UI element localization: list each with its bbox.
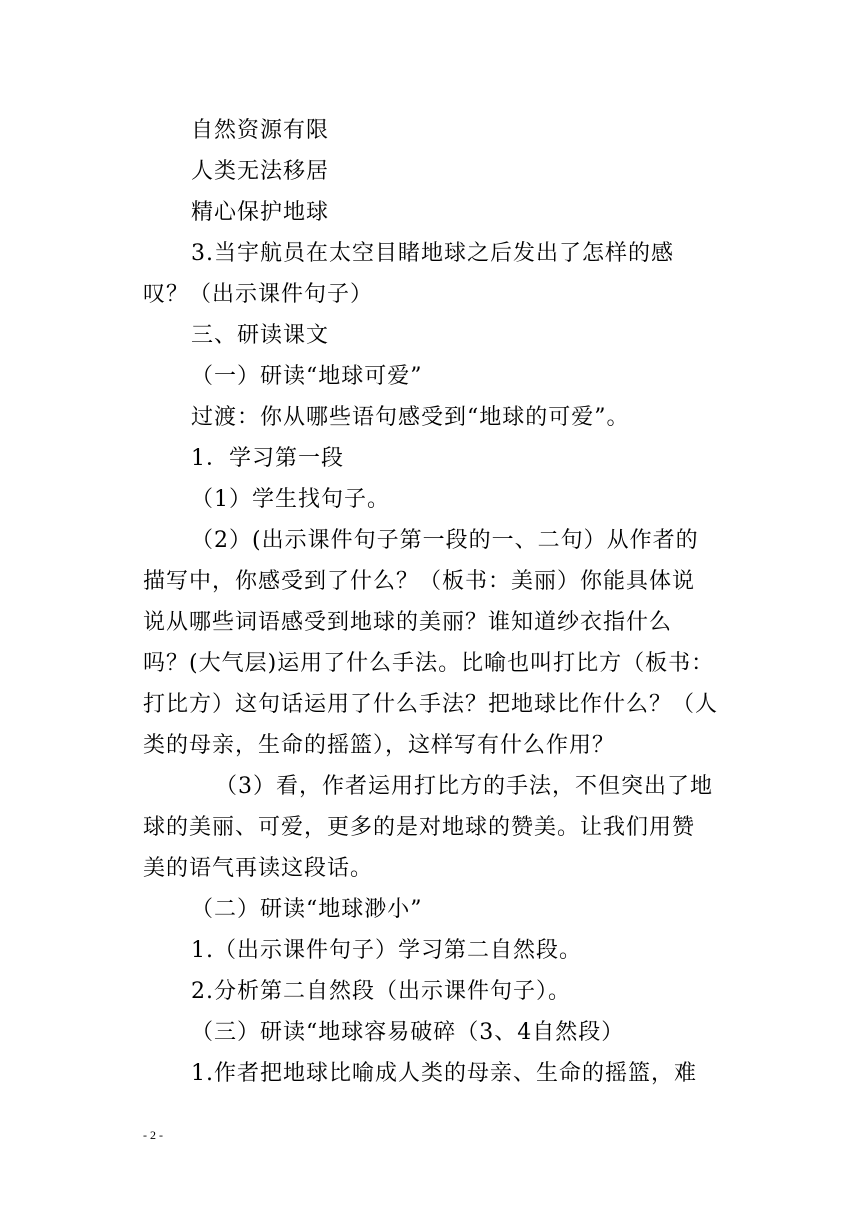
section-heading: 三、研读课文	[191, 323, 330, 348]
text-line: 打比方）这句话运用了什么手法？把地球比作什么？（人	[143, 692, 719, 717]
subsection-heading: （一）研读“地球可爱”	[191, 364, 423, 389]
subsection-heading: （三）研读“地球容易破碎（3、4自然段）	[191, 1020, 625, 1045]
text-line: 自然资源有限	[191, 118, 330, 143]
text-line: 1．学习第一段	[191, 446, 344, 471]
text-line: 美的语气再读这段话。	[143, 856, 374, 881]
text-line: 描写中，你感受到了什么？（板书：美丽）你能具体说	[143, 569, 696, 594]
text-line: （1）学生找句子。	[191, 487, 390, 512]
text-line: 2.分析第二自然段（出示课件句子）。	[191, 979, 571, 1004]
text-line: （2）(出示课件句子第一段的一、二句）从作者的	[191, 528, 699, 553]
text-line: 3.当宇航员在太空目睹地球之后发出了怎样的感	[191, 241, 674, 266]
text-line: 说从哪些词语感受到地球的美丽？谁知道纱衣指什么	[143, 610, 673, 635]
text-line: 类的母亲，生命的摇篮），这样写有什么作用？	[143, 733, 616, 758]
text-line: 精心保护地球	[191, 200, 330, 225]
text-line: （3）看，作者运用打比方的手法，不但突出了地	[215, 774, 713, 799]
text-line: 1.（出示课件句子）学习第二自然段。	[191, 938, 582, 963]
text-line: 吗？(大气层)运用了什么手法。比喻也叫打比方（板书：	[143, 651, 715, 676]
text-line: 过渡：你从哪些语句感受到“地球的可爱”。	[191, 405, 630, 430]
text-line: 人类无法移居	[191, 159, 330, 184]
text-line: 叹？（出示课件句子）	[143, 282, 374, 307]
subsection-heading: （二）研读“地球渺小”	[191, 897, 423, 922]
text-line: 1.作者把地球比喻成人类的母亲、生命的摇篮，难	[191, 1061, 697, 1086]
text-line: 球的美丽、可爱，更多的是对地球的赞美。让我们用赞	[143, 815, 696, 840]
page-number: - 2 -	[143, 1128, 163, 1142]
